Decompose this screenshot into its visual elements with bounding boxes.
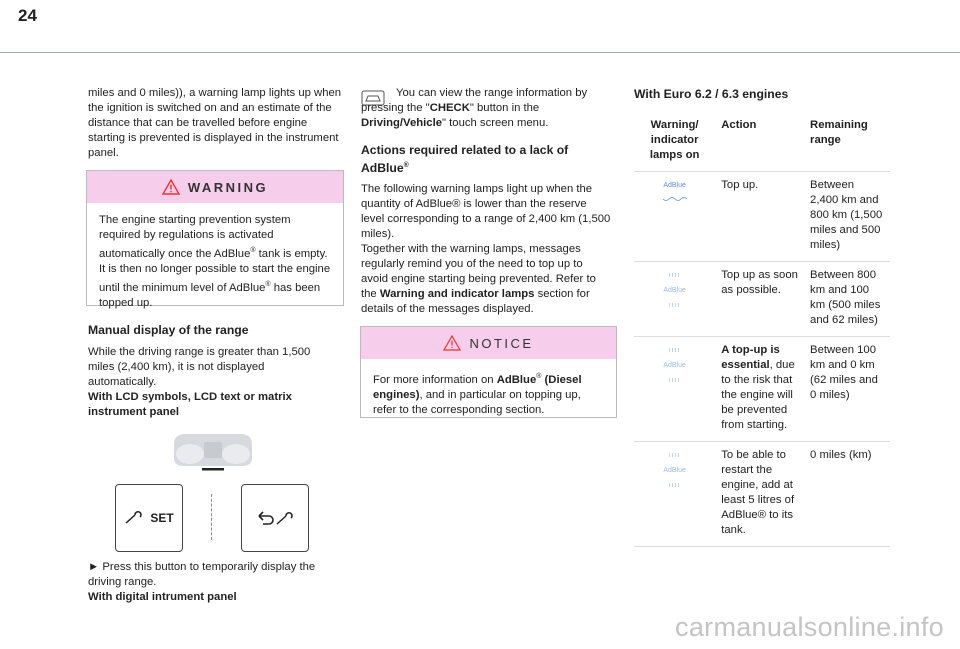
range-paragraph bbox=[88, 345, 313, 420]
range-cell: 0 miles (km) bbox=[804, 442, 890, 547]
registered-mark: ® bbox=[250, 247, 256, 254]
return-wrench-button[interactable] bbox=[241, 484, 309, 552]
info-paragraph bbox=[361, 86, 611, 131]
info-text: " button in the bbox=[469, 102, 540, 114]
action-cell bbox=[715, 337, 804, 442]
notice-box bbox=[360, 326, 617, 418]
table-row bbox=[634, 337, 890, 442]
info-text: You can view the range information by pressing the " bbox=[361, 87, 588, 114]
driving-vehicle-menu-ref: Driving/Vehicle bbox=[361, 117, 442, 129]
actions-text: Together with the warning lamps, messages regularly remind you of the need to top up to avoid engine starting being prevented. Refer to the bbox=[361, 243, 596, 300]
warning-box bbox=[86, 170, 344, 309]
adblue-lamp-icon bbox=[640, 178, 709, 208]
adblue-flashing-lamp-icon: ıııı AdBlue ıııı bbox=[663, 347, 686, 384]
range-cell: Between 100 km and 0 km (62 miles and 0 miles) bbox=[804, 337, 890, 442]
check-button-ref: CHECK bbox=[429, 102, 470, 114]
adblue-lamp-label: AdBlue bbox=[663, 362, 686, 369]
actions-text: section for details of the messages displayed. bbox=[361, 288, 590, 315]
set-button-label: SET bbox=[150, 511, 174, 525]
actions-heading-text: Actions required related to a lack of AdBlue bbox=[361, 143, 569, 176]
instrument-cluster-icon bbox=[168, 432, 258, 472]
col-header-range: Remaining range bbox=[810, 119, 868, 146]
panel-type-label: With LCD symbols, LCD text or matrix instrument panel bbox=[88, 391, 292, 418]
action-text: , due to the risk that the engine will be prevented from starting. bbox=[721, 359, 795, 431]
adblue-lamp-label: AdBlue bbox=[663, 182, 686, 189]
col-header-action: Action bbox=[721, 119, 757, 131]
warning-text-part: has been topped up. bbox=[99, 281, 321, 309]
diesel-engines-ref: (Diesel engines) bbox=[373, 373, 582, 401]
warning-text-part: The engine starting prevention system required by regulations is activated automatically once the AdBlue bbox=[99, 214, 291, 260]
euro-heading: With Euro 6.2 / 6.3 engines bbox=[634, 87, 789, 101]
registered-mark: ® bbox=[536, 373, 542, 380]
notice-triangle-icon bbox=[443, 335, 461, 351]
info-text: " touch screen menu. bbox=[442, 117, 549, 129]
notice-text bbox=[361, 359, 616, 428]
warning-title: WARNING bbox=[187, 179, 269, 195]
range-cell: Between 2,400 km and 800 km (1,500 miles and 500 miles) bbox=[804, 172, 890, 262]
range-cell: Between 800 km and 100 km (500 miles and 62 miles) bbox=[804, 262, 890, 337]
warning-text bbox=[87, 203, 343, 321]
intro-paragraph: miles and 0 miles)), a warning lamp lights up when the ignition is switched on and an estimate of the distance that can be travelled before engine starting is prevented is displayed in the instrument panel. bbox=[88, 87, 342, 159]
press-paragraph bbox=[88, 560, 343, 605]
action-emphasis: A top-up is essential bbox=[721, 344, 780, 371]
registered-mark: ® bbox=[265, 280, 271, 288]
warning-text-part: tank is empty. It is then no longer possible to start the engine until the minimum level of AdBlue bbox=[99, 247, 331, 294]
notice-text-part: , and in particular on topping up, refer to the corresponding section. bbox=[373, 388, 581, 416]
return-wrench-icon bbox=[255, 510, 295, 526]
table-row bbox=[634, 442, 890, 547]
notice-text-part: For more information on bbox=[373, 373, 497, 386]
adblue-ref: AdBlue bbox=[496, 373, 537, 386]
manual-range-heading: Manual display of the range bbox=[88, 323, 249, 337]
notice-header bbox=[361, 327, 616, 359]
actions-heading bbox=[361, 142, 601, 176]
table-header-row bbox=[634, 112, 890, 172]
adblue-flashing-lamp-icon: ıııı AdBlue ıııı bbox=[663, 452, 686, 489]
lamp-cell bbox=[634, 442, 715, 547]
watermark: carmanualsonline.info bbox=[675, 612, 944, 642]
wrench-icon bbox=[124, 511, 146, 525]
actions-paragraph bbox=[361, 182, 611, 317]
divider bbox=[211, 494, 213, 540]
range-paragraph-text: While the driving range is greater than 1,500 miles (2,400 km), it is not displayed automatically. bbox=[88, 346, 311, 388]
col-header-lamps: Warning/ indicator lamps on bbox=[649, 119, 700, 161]
lamp-cell bbox=[634, 337, 715, 442]
press-instruction: ► Press this button to temporarily display the driving range. bbox=[88, 561, 316, 588]
actions-text: The following warning lamps light up when the quantity of AdBlue® is lower than the reserve level corresponding to a range of 2,400 km (1,500 miles). bbox=[361, 183, 611, 240]
adblue-table bbox=[634, 112, 890, 547]
notice-title: NOTICE bbox=[469, 335, 534, 351]
adblue-lamp-label: AdBlue bbox=[663, 467, 686, 474]
action-cell: Top up. bbox=[715, 172, 804, 262]
warning-header bbox=[87, 171, 343, 203]
adblue-lamp-label: AdBlue bbox=[663, 287, 686, 294]
warning-triangle-icon bbox=[162, 179, 180, 195]
header-rule bbox=[0, 52, 960, 53]
adblue-flashing-lamp-icon: ıııı AdBlue ıııı bbox=[663, 272, 686, 309]
page-number: 24 bbox=[18, 6, 37, 25]
lamp-cell bbox=[634, 172, 715, 262]
registered-mark: ® bbox=[403, 162, 409, 169]
action-cell: To be able to restart the engine, add at least 5 litres of AdBlue® to its tank. bbox=[715, 442, 804, 547]
table-row bbox=[634, 172, 890, 262]
warning-lamps-ref: Warning and indicator lamps bbox=[379, 288, 535, 300]
lamp-cell bbox=[634, 262, 715, 337]
digital-panel-label: With digital intrument panel bbox=[88, 591, 237, 603]
set-button[interactable] bbox=[115, 484, 183, 552]
action-cell: Top up as soon as possible. bbox=[715, 262, 804, 337]
table-row bbox=[634, 262, 890, 337]
